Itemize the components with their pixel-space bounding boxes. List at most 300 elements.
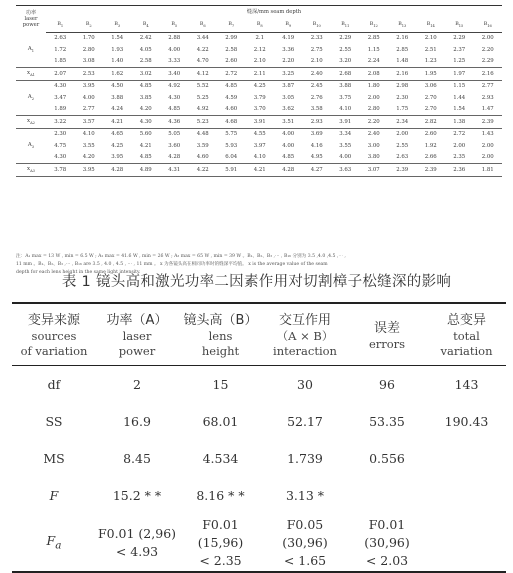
- table-cell: 5.91: [217, 163, 246, 176]
- table-cell: 4.10: [82, 131, 95, 138]
- table-cell: 1.95: [417, 67, 446, 80]
- header-en: lens: [208, 329, 233, 343]
- table-cell: 2.11: [246, 67, 275, 80]
- table-cell: [347, 477, 427, 514]
- table-cell: 2.39: [474, 115, 503, 128]
- table-cell: 8.45: [123, 451, 151, 466]
- lens-header: $B_{10}$: [303, 18, 332, 33]
- lens-subscript: 6: [203, 23, 206, 28]
- lens-subscript: 16: [487, 23, 492, 28]
- table-cell: 2.42: [139, 35, 152, 42]
- average-row: [16, 115, 502, 128]
- table-cell: 2.16: [474, 67, 503, 80]
- note-line: 注：A₁ max = 13 W , min = 6.5 W ; A₂ max = 41.6 W , min = 26 W ; A₃ max = 65 W , min = 39 W 。B₁、B₂、B₃ ,⋯ , B₁₆ 分别为 3.5 ,4.0 ,4.5 ,⋯ ,: [16, 254, 346, 259]
- table-cell: 1.72: [54, 46, 67, 53]
- row-label: $x_{A2}$: [16, 115, 46, 128]
- table-cell: 4.85: [225, 83, 238, 90]
- lens-subscript: 12: [373, 23, 378, 28]
- table-cell: 4.22: [196, 46, 209, 53]
- table-cell: 68.01: [202, 414, 239, 429]
- table-cell: 1.47: [481, 106, 494, 113]
- note-line: 11 mm 。B₁、B₂、B₃ ,⋯ , B₁₆ are 3.5 , 4.0 , 4.5 , ⋯ , 11 mm 。 x 为各镜头高在相同功率时的缝深平均值。 x is the average value of the seam: [16, 262, 328, 267]
- header-zh: 变异来源: [27, 313, 80, 328]
- table-cell: 3.97: [253, 142, 266, 149]
- lens-header: $B_1$: [46, 18, 75, 33]
- depth-header: 缝深/mm seam depth: [46, 6, 502, 19]
- table-cell: 0.556: [369, 451, 405, 466]
- table-cell: 4.36: [160, 115, 189, 128]
- table-cell: 2.88: [168, 35, 181, 42]
- lens-header: $B_{16}$: [474, 18, 503, 33]
- table-cell: 2.40: [303, 67, 332, 80]
- critical-value-bound: < 4.93: [115, 543, 159, 559]
- header-en: power: [118, 344, 156, 358]
- table-cell: 2.37: [453, 46, 466, 53]
- table-cell: 2.33: [310, 35, 323, 42]
- row-label-subscript: A2: [30, 120, 35, 125]
- table-cell: 2.58: [225, 46, 238, 53]
- seam-depth-table: [16, 5, 502, 177]
- table-cell: 15: [212, 377, 229, 392]
- table-cell: 3.85: [139, 94, 152, 101]
- table-cell: 1.75: [396, 106, 409, 113]
- table-cell: 3.79: [253, 94, 266, 101]
- table-cell: 4.10: [339, 106, 352, 113]
- critical-value-bound: < 2.03: [365, 552, 409, 568]
- note-line: depth for each lens height in the same light intensity.: [16, 270, 141, 275]
- header-en: total: [453, 329, 480, 343]
- table-cell: 3.47: [54, 94, 67, 101]
- table-cell: 2.93: [303, 115, 332, 128]
- table-cell: 5.25: [196, 94, 209, 101]
- data-row: [16, 152, 502, 163]
- table-cell: 3.55: [339, 142, 352, 149]
- table-cell: 2.39: [388, 163, 417, 176]
- lens-header: $B_3$: [103, 18, 132, 33]
- table-cell: 4.92: [196, 106, 209, 113]
- lens-subscript: 11: [344, 23, 350, 28]
- table-caption: 表 1 镜头高和激光功率二因素作用对切割樟子松缝深的影响: [61, 274, 452, 290]
- table-cell: 3.44: [196, 35, 209, 42]
- table-cell: 1.15: [453, 83, 466, 90]
- lens-subscript: 3: [117, 23, 121, 28]
- table-cell: 4.534: [202, 451, 239, 466]
- table-cell: 4.27: [303, 163, 332, 176]
- table-cell: 1.81: [474, 163, 503, 176]
- table-cell: 2.16: [396, 35, 409, 42]
- table-cell: 2.30: [54, 131, 67, 138]
- table-cell: 1.44: [453, 94, 466, 101]
- header-en: variation: [440, 344, 493, 358]
- table-cell: 2.51: [424, 46, 437, 53]
- table-cell: 3.59: [196, 142, 209, 149]
- anova-row: [12, 477, 506, 514]
- table-cell: 2.10: [424, 35, 437, 42]
- critical-value: [96, 514, 178, 572]
- table-cell: 2.35: [453, 154, 466, 161]
- critical-value-bound: < 1.65: [283, 552, 327, 568]
- table-cell: 4.28: [103, 163, 132, 176]
- lens-subscript: 1: [60, 23, 64, 28]
- table-cell: 2.10: [253, 58, 266, 65]
- table-cell: 2.00: [396, 131, 409, 138]
- table-cell: 2.00: [481, 154, 494, 161]
- critical-value-test: F0.01 (30,96): [364, 516, 410, 550]
- table-cell: 1.85: [54, 58, 67, 65]
- row-label: $A_1$: [27, 45, 35, 53]
- table-cell: 4.00: [339, 154, 352, 161]
- row-label: [16, 80, 46, 91]
- table-cell: 3.36: [282, 46, 295, 53]
- lens-header: $B_7$: [217, 18, 246, 33]
- row-label-subscript: a: [55, 539, 62, 552]
- table-cell: 2.82: [417, 115, 446, 128]
- table-cell: 1.80: [367, 83, 380, 90]
- critical-value-bound: < 2.35: [199, 552, 242, 568]
- table-cell: 4.20: [82, 154, 95, 161]
- header-row: [16, 6, 502, 19]
- table-cell: 4.60: [225, 106, 238, 113]
- row-label: $x_{A3}$: [16, 163, 46, 176]
- lens-subscript: 8: [260, 23, 263, 28]
- row-label: MS: [43, 451, 65, 466]
- header-zh: 交互作用: [278, 313, 331, 328]
- header-en: of variation: [20, 344, 88, 358]
- average-row: [16, 163, 502, 176]
- table-cell: 3.95: [111, 154, 124, 161]
- table-cell: 3.75: [339, 94, 352, 101]
- table-cell: 2.80: [82, 46, 95, 53]
- row-label-subscript: 2: [31, 96, 35, 101]
- lens-header: $B_{13}$: [388, 18, 417, 33]
- table-cell: 2.68: [331, 67, 360, 80]
- table-cell: 3.33: [168, 58, 181, 65]
- row-label: $x_{A1}$: [16, 67, 46, 80]
- table-cell: 3.69: [310, 131, 323, 138]
- table-cell: 2.36: [445, 163, 474, 176]
- table-cell: 2.34: [388, 115, 417, 128]
- row-label: $A_2$: [27, 93, 35, 101]
- table-cell: 1.15: [367, 46, 380, 53]
- critical-value: [347, 514, 427, 572]
- table-cell: 4.28: [274, 163, 303, 176]
- row-label: [16, 33, 46, 44]
- column-header: [96, 303, 178, 366]
- table-cell: 3.02: [132, 67, 161, 80]
- row-label-subscript: 3: [31, 144, 35, 149]
- table-cell: 3.58: [310, 106, 323, 113]
- lens-subscript: 13: [401, 23, 407, 28]
- table-cell: 2.12: [253, 46, 266, 53]
- table-cell: 4.75: [54, 142, 67, 149]
- table-cell: 3.88: [339, 83, 352, 90]
- table-cell: 4.21: [139, 142, 152, 149]
- table-cell: 3.95: [82, 83, 95, 90]
- table-cell: 2.30: [396, 94, 409, 101]
- table-cell: 3.34: [339, 131, 352, 138]
- table-cell: 3.00: [367, 142, 380, 149]
- table-cell: 2.53: [75, 67, 104, 80]
- table-cell: 1.92: [424, 142, 437, 149]
- table-cell: 1.54: [111, 35, 124, 42]
- table-cell: 2.55: [339, 46, 352, 53]
- row-label: df: [47, 377, 61, 392]
- header-zh: 总变异: [446, 313, 486, 328]
- header-en: laser: [122, 329, 152, 343]
- row-label-subscript: A3: [30, 168, 35, 173]
- table-cell: 4.85: [282, 154, 295, 161]
- table-cell: 3.25: [274, 67, 303, 80]
- table-cell: 1.38: [445, 115, 474, 128]
- lens-header: $B_{11}$: [331, 18, 360, 33]
- table-cell: 2.55: [396, 142, 409, 149]
- table-cell: 52.17: [287, 414, 323, 429]
- row-label: [16, 128, 46, 139]
- critical-value-test: F0.05 (30,96): [282, 516, 328, 550]
- table-cell: 2.66: [424, 154, 437, 161]
- table-cell: 4.85: [139, 83, 152, 90]
- table-cell: 2.20: [481, 46, 494, 53]
- table-cell: 3.05: [282, 94, 295, 101]
- average-row: [16, 67, 502, 80]
- row-label: [16, 104, 46, 115]
- critical-value: [178, 514, 263, 572]
- table-cell: 4.05: [139, 46, 152, 53]
- lens-subscript: 15: [458, 23, 464, 28]
- table-cell: 2.29: [481, 58, 494, 65]
- lens-header: $B_{15}$: [445, 18, 474, 33]
- table-cell: 2.76: [310, 94, 323, 101]
- row-label-subscript: 1: [31, 48, 35, 53]
- lens-subscript: 14: [430, 23, 435, 28]
- table-cell: 4.30: [168, 94, 181, 101]
- table-cell: 1.25: [453, 58, 466, 65]
- lens-header-row: [16, 18, 502, 33]
- lens-header: $B_6$: [189, 18, 218, 33]
- table-cell: 2.16: [388, 67, 417, 80]
- lens-subscript: 2: [89, 23, 92, 28]
- table-cell: 1.40: [111, 58, 124, 65]
- anova-table: [12, 302, 506, 573]
- table-cell: 2.72: [453, 131, 466, 138]
- lens-subscript: 4: [146, 23, 149, 28]
- critical-value: [263, 514, 347, 572]
- column-header: [263, 303, 347, 366]
- table-cell: 4.00: [82, 94, 95, 101]
- critical-value-test: F0.01 (2,96): [97, 525, 177, 541]
- lens-header: $B_{12}$: [360, 18, 389, 33]
- table-cell: 1.89: [54, 106, 67, 113]
- lens-header: $B_5$: [160, 18, 189, 33]
- lens-header: $B_4$: [132, 18, 161, 33]
- table-cell: 4.10: [253, 154, 266, 161]
- column-header: [427, 303, 506, 366]
- table-cell: 5.05: [168, 131, 181, 138]
- table-cell: 4.92: [168, 83, 181, 90]
- row-label: [16, 56, 46, 67]
- table-cell: 53.35: [369, 414, 405, 429]
- table-cell: 2.10: [310, 58, 323, 65]
- table-cell: 143: [454, 377, 479, 392]
- table-cell: 1.48: [396, 58, 409, 65]
- table-cell: 3.70: [253, 106, 266, 113]
- table-cell: 2.98: [396, 83, 409, 90]
- table-cell: 15.2 * *: [112, 488, 162, 503]
- table-cell: 2.77: [82, 106, 95, 113]
- table-cell: 1.70: [82, 35, 95, 42]
- table-cell: 3.60: [168, 142, 181, 149]
- table-cell: 4.68: [217, 115, 246, 128]
- table-cell: 6.04: [225, 154, 238, 161]
- data-row: [16, 104, 502, 115]
- table-cell: 2.24: [367, 58, 380, 65]
- table-cell: 2.00: [367, 94, 380, 101]
- table-cell: 1.93: [111, 46, 124, 53]
- table-cell: 3.87: [282, 83, 295, 90]
- table-cell: 4.21: [246, 163, 275, 176]
- table-cell: 2.85: [396, 46, 409, 53]
- lens-header: $B_2$: [75, 18, 104, 33]
- table-cell: 4.00: [282, 131, 295, 138]
- data-row: [16, 128, 502, 139]
- table-cell: 30: [297, 377, 313, 392]
- row-label-subscript: A1: [30, 72, 35, 77]
- table-cell: 2.60: [424, 131, 437, 138]
- anova-row: [12, 366, 506, 404]
- table-cell: 4.00: [168, 46, 181, 53]
- power-header: 功率 laser power: [16, 6, 46, 33]
- data-row: [16, 92, 502, 104]
- lens-header: $B_9$: [274, 18, 303, 33]
- row-label: F: [49, 488, 59, 503]
- table-cell: 4.16: [310, 142, 323, 149]
- table-cell: 3.91: [246, 115, 275, 128]
- table-cell: 3.55: [82, 142, 95, 149]
- table-cell: 2.99: [225, 35, 238, 42]
- table-cell: 1.23: [424, 58, 437, 65]
- table-cell: 2.70: [424, 94, 437, 101]
- table-cell: 2.72: [217, 67, 246, 80]
- table-cell: 3.20: [339, 58, 352, 65]
- table-cell: 4.24: [111, 106, 124, 113]
- table-cell: [427, 514, 506, 572]
- row-label: $A_3$: [27, 141, 35, 149]
- table-cell: 4.22: [189, 163, 218, 176]
- header-en: errors: [368, 336, 406, 351]
- table-cell: 3.63: [331, 163, 360, 176]
- lens-subscript: 9: [288, 23, 292, 28]
- table-cell: 5.23: [189, 115, 218, 128]
- table-cell: 2.39: [417, 163, 446, 176]
- table-cell: 190.43: [444, 414, 489, 429]
- table-cell: 4.30: [54, 83, 67, 90]
- table-cell: 3.88: [111, 94, 124, 101]
- table-cell: 5.75: [225, 131, 238, 138]
- table-cell: 4.19: [282, 35, 295, 42]
- table-cell: 5.60: [139, 131, 152, 138]
- header-zh: 镜头高（B）: [183, 313, 258, 328]
- table-cell: 2.85: [367, 35, 380, 42]
- table-cell: 2.70: [424, 106, 437, 113]
- table-cell: 4.60: [196, 154, 209, 161]
- lens-subscript: 10: [316, 23, 321, 28]
- column-header: [347, 303, 427, 366]
- data-row: [16, 140, 502, 152]
- table-cell: 4.70: [196, 58, 209, 65]
- header-en: sources: [31, 329, 77, 343]
- table-cell: [427, 440, 506, 477]
- table-cell: 4.12: [189, 67, 218, 80]
- table-cell: 3.80: [367, 154, 380, 161]
- data-row: [16, 33, 502, 44]
- table-cell: 4.95: [310, 154, 323, 161]
- table-cell: 3.91: [331, 115, 360, 128]
- header-en: （A × B）: [276, 329, 334, 343]
- table-cell: 4.25: [253, 83, 266, 90]
- header-zh: 误差: [373, 320, 400, 336]
- table-cell: 3.57: [75, 115, 104, 128]
- table-cell: 2.1: [255, 35, 265, 42]
- table-cell: 3.78: [46, 163, 75, 176]
- table-cell: 4.50: [111, 83, 124, 90]
- table-cell: 2.63: [54, 35, 67, 42]
- table-cell: 3.06: [424, 83, 437, 90]
- table-cell: 4.48: [196, 131, 209, 138]
- table-cell: 1.97: [445, 67, 474, 80]
- lens-header: $B_{14}$: [417, 18, 446, 33]
- table-cell: 4.89: [132, 163, 161, 176]
- table-cell: 4.59: [225, 94, 238, 101]
- table-cell: 1.43: [481, 131, 494, 138]
- column-header: [12, 303, 96, 366]
- table-cell: 3.13 *: [285, 488, 325, 503]
- table-cell: 2.80: [367, 106, 380, 113]
- table-cell: 2.00: [481, 142, 494, 149]
- table-cell: 16.9: [123, 414, 151, 429]
- table-cell: 1.62: [103, 67, 132, 80]
- row-label: $F_a$: [12, 514, 96, 572]
- table-cell: 5.93: [225, 142, 238, 149]
- table-cell: 2.45: [310, 83, 323, 90]
- table-cell: 4.55: [253, 131, 266, 138]
- table-cell: 1.54: [453, 106, 466, 113]
- table-cell: 2.20: [282, 58, 295, 65]
- header-en: height: [201, 344, 240, 358]
- table-cell: [427, 477, 506, 514]
- table-cell: 2.29: [339, 35, 352, 42]
- table-cell: 4.21: [103, 115, 132, 128]
- table-cell: 4.25: [111, 142, 124, 149]
- table-cell: 2.29: [453, 35, 466, 42]
- table-cell: 2: [133, 377, 141, 392]
- critical-value-row: [12, 514, 506, 572]
- table-cell: 2.00: [453, 142, 466, 149]
- table-cell: 2.07: [46, 67, 75, 80]
- table-cell: 4.31: [160, 163, 189, 176]
- table-cell: 3.95: [75, 163, 104, 176]
- lens-subscript: 5: [174, 23, 178, 28]
- header-en: interaction: [273, 344, 337, 358]
- table-cell: 3.40: [160, 67, 189, 80]
- table-cell: 96: [379, 377, 395, 392]
- table-cell: 5.52: [196, 83, 209, 90]
- data-row: [16, 80, 502, 91]
- table-cell: 3.62: [282, 106, 295, 113]
- table-cell: 4.28: [168, 154, 181, 161]
- table-cell: 4.30: [54, 154, 67, 161]
- table-cell: 4.85: [168, 106, 181, 113]
- row-label: SS: [45, 414, 63, 429]
